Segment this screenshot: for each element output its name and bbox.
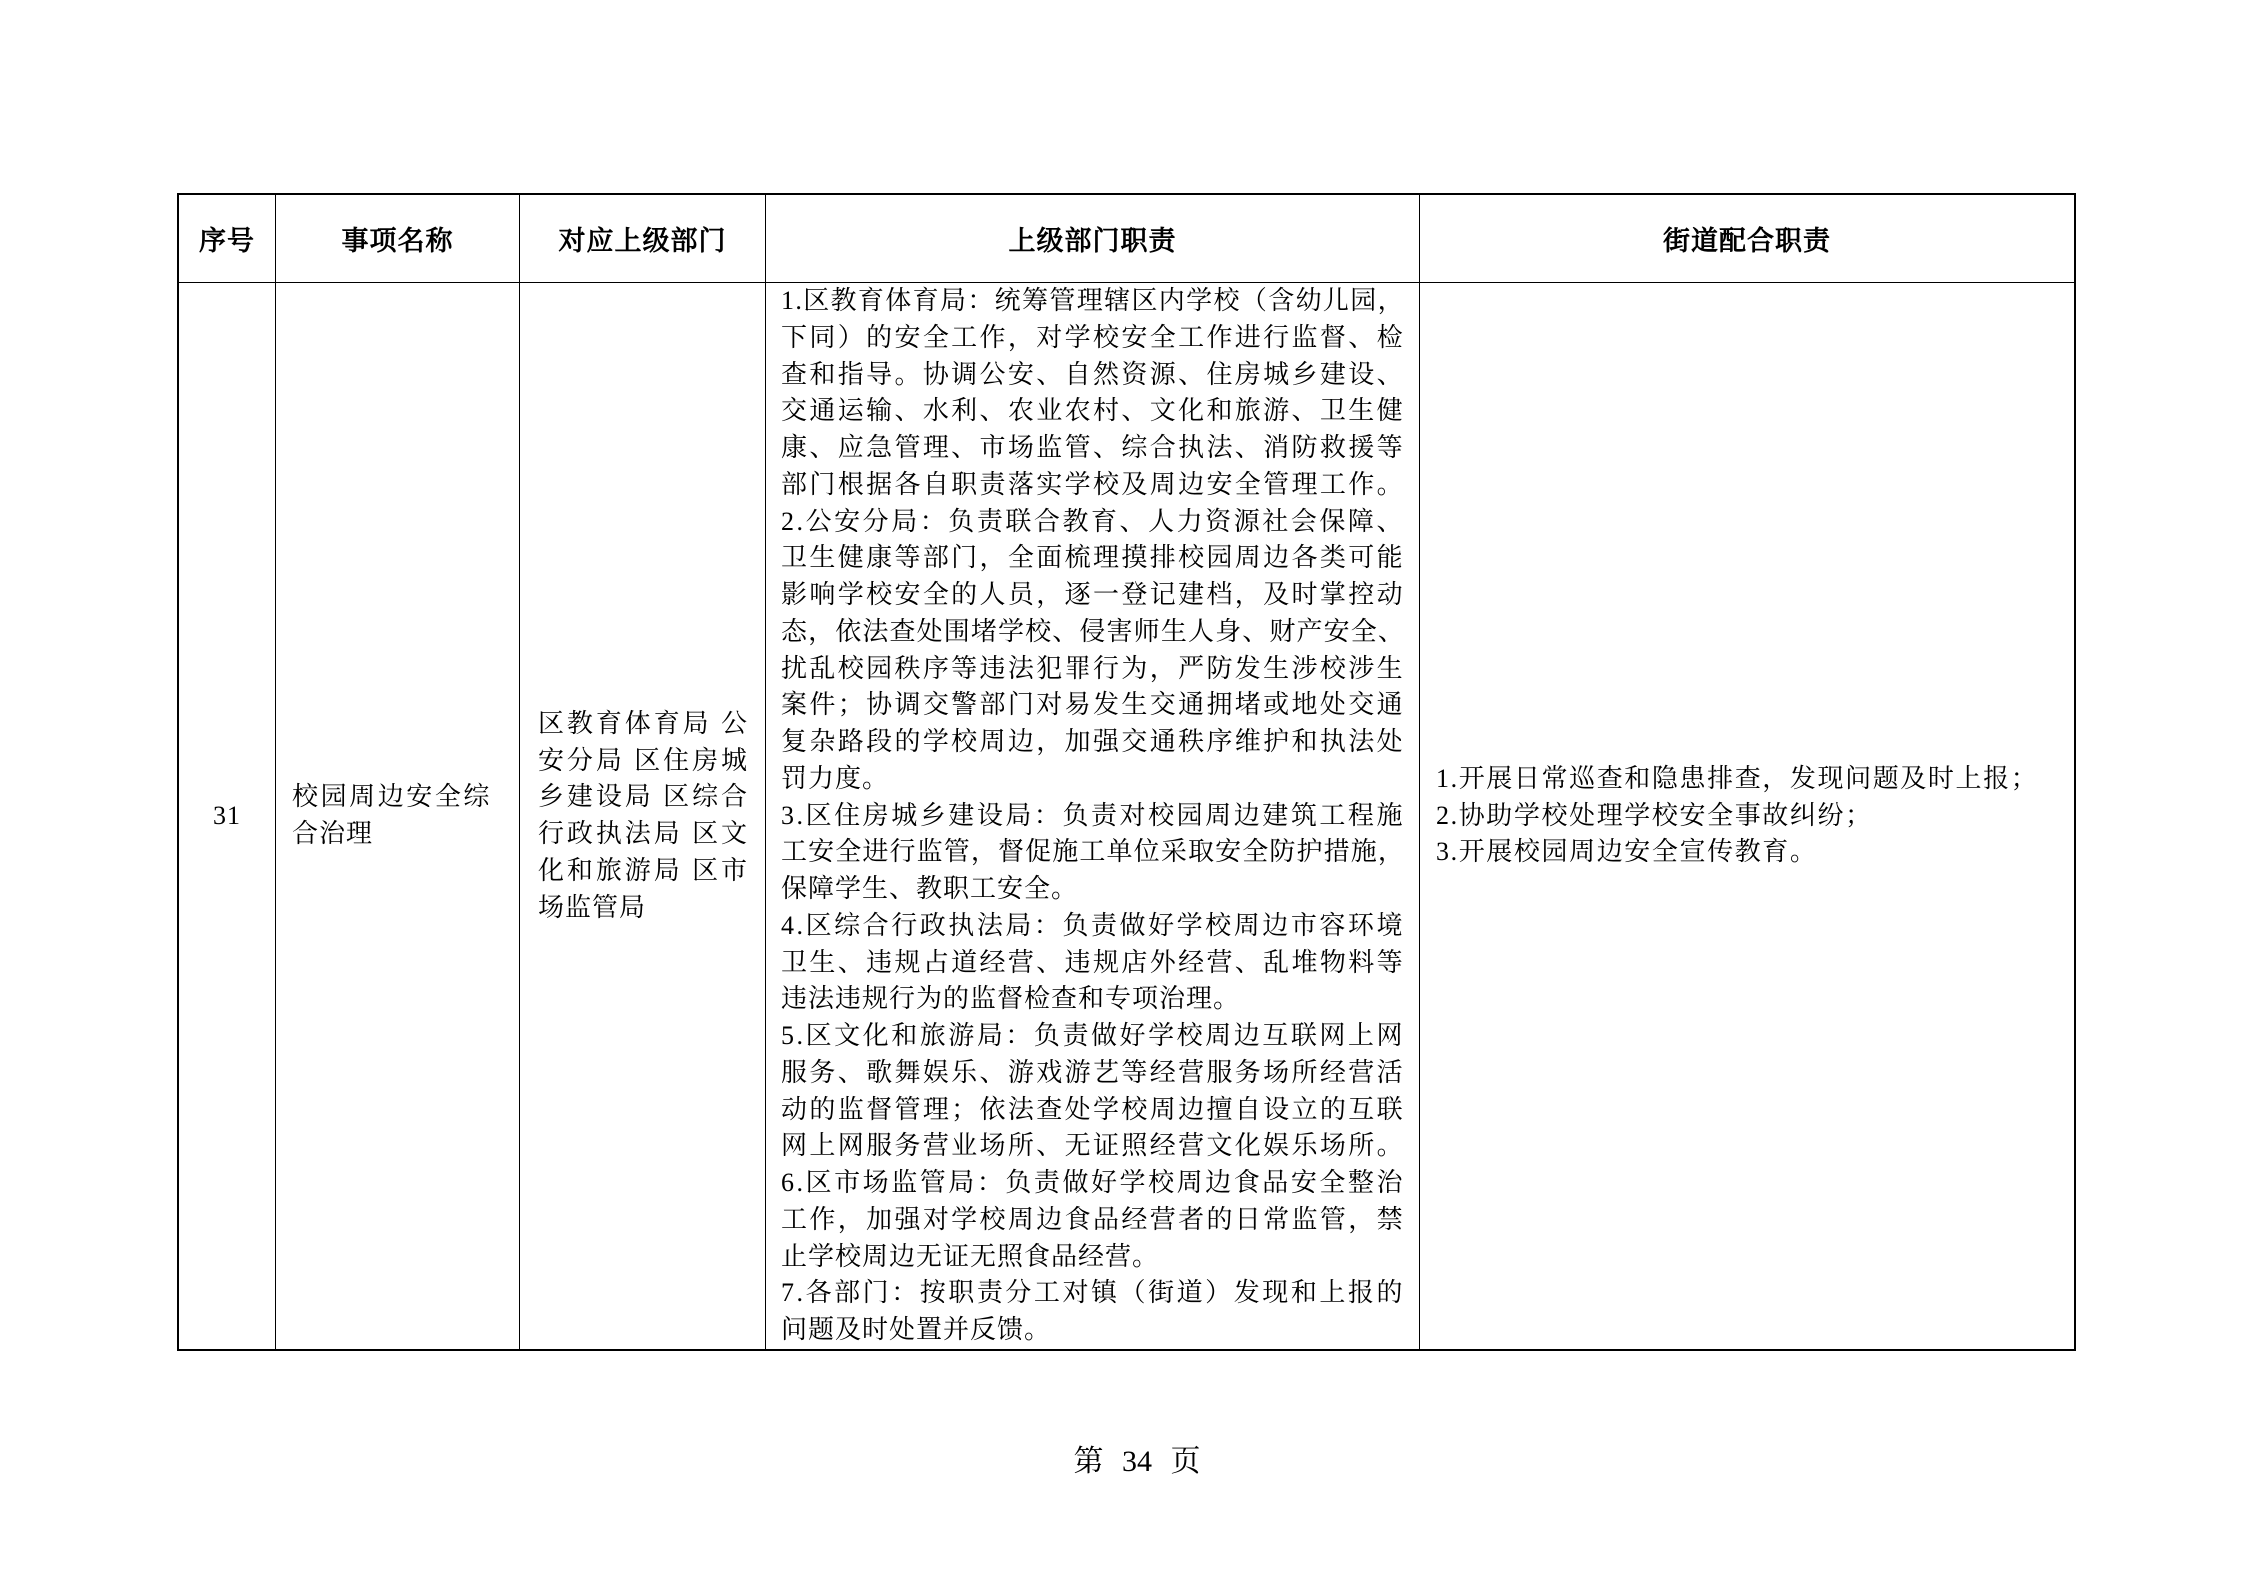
superior-duty-item <box>781 798 1405 908</box>
street-duty-line <box>1436 834 2058 871</box>
street-duty-item <box>1436 761 2058 798</box>
superior-duty-line <box>781 761 1405 798</box>
row-seq-number: 31 <box>213 800 241 830</box>
superior-duty-line <box>781 1275 1405 1312</box>
superior-duty-line <box>781 430 1405 467</box>
superior-duty-line <box>781 577 1405 614</box>
superior-duty-line <box>781 1018 1405 1055</box>
item-name-line-text: 校园周边安全综 <box>292 782 492 812</box>
superior-dept-line <box>538 816 750 853</box>
superior-dept-line <box>538 890 750 927</box>
superior-dept-line-text: 化和旅游局 区市 <box>538 855 750 885</box>
superior-duty-line <box>781 1202 1405 1239</box>
superior-duty-line-text: 问题及时处置并反馈。 <box>781 1315 1052 1345</box>
superior-duty-line-text: 罚力度。 <box>781 763 890 793</box>
superior-duty-line-text: 下同）的安全工作，对学校安全工作进行监督、检 <box>781 322 1405 352</box>
item-name-item <box>292 779 492 853</box>
superior-duty-line <box>781 540 1405 577</box>
superior-duty-line-text: 7.各部门：按职责分工对镇（街道）发现和上报的 <box>781 1278 1405 1308</box>
superior-duty-item <box>781 1275 1405 1349</box>
superior-duty-item <box>781 504 1405 798</box>
superior-duty-line <box>781 1092 1405 1129</box>
superior-duty-line <box>781 834 1405 871</box>
superior-duty-line <box>781 1312 1405 1349</box>
superior-duty-line-text: 复杂路段的学校周边，加强交通秩序维护和执法处 <box>781 727 1405 757</box>
header-superior-dept-label: 对应上级部门 <box>558 226 727 257</box>
superior-dept-line-text: 安分局 区住房城 <box>538 745 750 775</box>
street-duty-line-text: 2.协助学校处理学校安全事故纠纷； <box>1436 800 1873 830</box>
superior-duty-line <box>781 871 1405 908</box>
street-duty-line-text: 1.开展日常巡查和隐患排查，发现问题及时上报； <box>1436 763 2039 793</box>
superior-dept-line <box>538 853 750 890</box>
header-superior-duties <box>766 195 1420 283</box>
superior-dept-line-text: 场监管局 <box>538 892 647 922</box>
superior-duty-line <box>781 798 1405 835</box>
superior-duty-line-text: 交通运输、水利、农业农村、文化和旅游、卫生健 <box>781 396 1405 426</box>
header-superior-duties-label: 上级部门职责 <box>1008 226 1177 257</box>
superior-duty-line <box>781 1055 1405 1092</box>
superior-duty-line <box>781 1165 1405 1202</box>
street-duty-line <box>1436 798 2058 835</box>
superior-duty-line-text: 违法违规行为的监督检查和专项治理。 <box>781 984 1241 1014</box>
superior-duty-line <box>781 945 1405 982</box>
responsibility-table <box>177 193 2076 1351</box>
superior-duty-line <box>781 283 1405 320</box>
item-name-line <box>292 816 492 853</box>
superior-duty-line-text: 4.区综合行政执法局：负责做好学校周边市容环境 <box>781 910 1405 940</box>
superior-duty-line-text: 态，依法查处围堵学校、侵害师生人身、财产安全、 <box>781 616 1405 646</box>
superior-duty-line-text: 2.公安分局：负责联合教育、人力资源社会保障、 <box>781 506 1405 536</box>
row-seq-cell <box>179 283 276 1351</box>
superior-duty-line-text: 保障学生、教职工安全。 <box>781 874 1079 904</box>
superior-duty-line <box>781 614 1405 651</box>
row-superior-duties-cell <box>766 283 1420 1351</box>
superior-duty-line-text: 扰乱校园秩序等违法犯罪行为，严防发生涉校涉生 <box>781 653 1405 683</box>
superior-duty-line <box>781 320 1405 357</box>
superior-duty-line-text: 工作，加强对学校周边食品经营者的日常监管，禁 <box>781 1204 1405 1234</box>
superior-duty-line-text: 止学校周边无证无照食品经营。 <box>781 1241 1160 1271</box>
superior-duty-line-text: 查和指导。协调公安、自然资源、住房城乡建设、 <box>781 359 1405 389</box>
superior-dept-line <box>538 779 750 816</box>
superior-duty-line-text: 服务、歌舞娱乐、游戏游艺等经营服务场所经营活 <box>781 1057 1405 1087</box>
superior-dept-line <box>538 743 750 780</box>
superior-duty-line <box>781 1128 1405 1165</box>
superior-duty-item <box>781 1165 1405 1275</box>
header-seq-label: 序号 <box>199 226 255 257</box>
superior-duty-line <box>781 651 1405 688</box>
superior-duty-line-text: 3.区住房城乡建设局：负责对校园周边建筑工程施 <box>781 800 1405 830</box>
row-street-duties-cell <box>1420 283 2076 1351</box>
street-duty-line-text: 3.开展校园周边安全宣传教育。 <box>1436 837 1818 867</box>
superior-duty-line <box>781 357 1405 394</box>
header-seq <box>179 195 276 283</box>
header-item-name <box>276 195 520 283</box>
superior-duty-line-text: 网上网服务营业场所、无证照经营文化娱乐场所。 <box>781 1131 1405 1161</box>
superior-duty-line <box>781 981 1405 1018</box>
superior-duty-line <box>781 467 1405 504</box>
superior-duty-item <box>781 283 1405 504</box>
item-name-line <box>292 779 492 816</box>
superior-duty-line <box>781 724 1405 761</box>
superior-duty-line-text: 5.区文化和旅游局：负责做好学校周边互联网上网 <box>781 1021 1405 1051</box>
row-superior-dept-cell <box>520 283 766 1351</box>
superior-duty-line-text: 部门根据各自职责落实学校及周边安全管理工作。 <box>781 469 1405 499</box>
superior-dept-line-text: 乡建设局 区综合 <box>538 782 750 812</box>
superior-duty-line-text: 康、应急管理、市场监管、综合执法、消防救援等 <box>781 433 1405 463</box>
superior-duty-line-text: 卫生、违规占道经营、违规店外经营、乱堆物料等 <box>781 947 1405 977</box>
superior-dept-line <box>538 706 750 743</box>
row-item-name-cell <box>276 283 520 1351</box>
superior-duty-line-text: 6.区市场监管局：负责做好学校周边食品安全整治 <box>781 1168 1405 1198</box>
superior-dept-item <box>538 706 750 927</box>
header-street-duties-label: 街道配合职责 <box>1663 226 1831 257</box>
street-duty-item <box>1436 834 2058 871</box>
superior-duty-line <box>781 504 1405 541</box>
header-superior-dept <box>520 195 766 283</box>
superior-duty-line <box>781 1239 1405 1276</box>
item-name-line-text: 合治理 <box>292 819 374 848</box>
superior-duty-line-text: 动的监督管理；依法查处学校周边擅自设立的互联 <box>781 1094 1405 1124</box>
superior-dept-line-text: 行政执法局 区文 <box>538 819 750 848</box>
superior-duty-line-text: 工安全进行监管，督促施工单位采取安全防护措施， <box>781 837 1405 867</box>
superior-duty-line <box>781 687 1405 724</box>
superior-duty-line-text: 案件；协调交警部门对易发生交通拥堵或地处交通 <box>781 690 1405 720</box>
superior-duty-line <box>781 908 1405 945</box>
street-duty-line <box>1436 761 2058 798</box>
header-street-duties <box>1420 195 2076 283</box>
superior-duty-line-text: 1.区教育体育局：统筹管理辖区内学校（含幼儿园， <box>781 286 1405 316</box>
street-duty-item <box>1436 798 2058 835</box>
superior-duty-item <box>781 1018 1405 1165</box>
superior-duty-line-text: 影响学校安全的人员，逐一登记建档，及时掌控动 <box>781 580 1405 610</box>
superior-dept-line-text: 区教育体育局 公 <box>538 708 750 738</box>
page-number: 第 34 页 <box>1073 1445 1201 1478</box>
superior-duty-line-text: 卫生健康等部门，全面梳理摸排校园周边各类可能 <box>781 543 1405 573</box>
header-item-name-label: 事项名称 <box>341 226 454 257</box>
superior-duty-item <box>781 908 1405 1018</box>
superior-duty-line <box>781 393 1405 430</box>
